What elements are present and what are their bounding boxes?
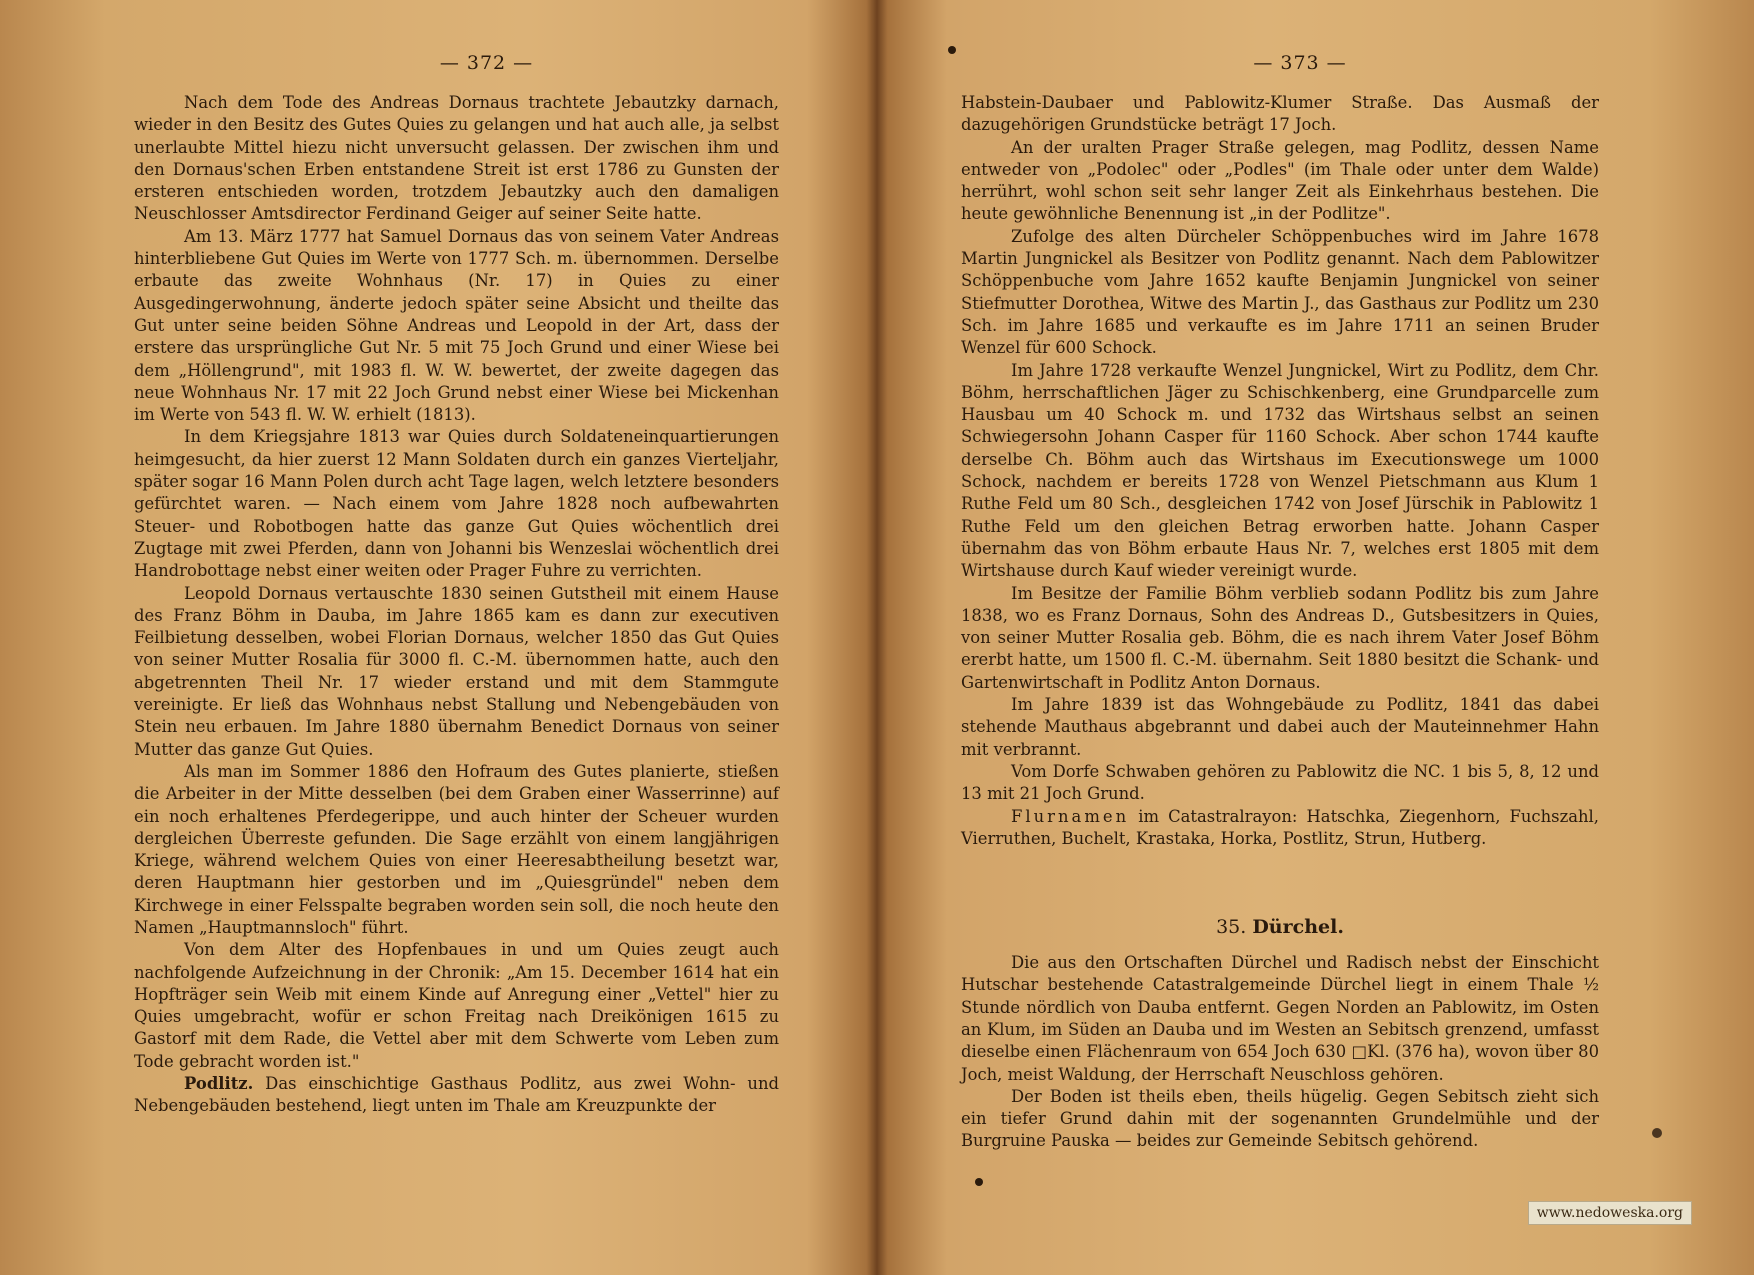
paragraph: Im Jahre 1839 ist das Wohngebäude zu Podlitz, 1841 das dabei stehende Mauthaus abgebrannt und dabei auch der Mauteinnehmer Hahn mit verbrannt. xyxy=(961,695,1599,759)
section-number: 35. xyxy=(1216,916,1247,939)
podlitz-text: Das einschichtige Gasthaus Podlitz, aus zwei Wohn- und Nebengebäuden bestehend, liegt unten im Thale am Kreuzpunkte der xyxy=(134,1074,779,1116)
paragraph: Von dem Alter des Hopfenbaues in und um Quies zeugt auch nachfolgende Aufzeichnung in der Chronik: „Am 15. December 1614 hat ein Hopfträger sein Weib mit einem Kinde auf Anregung einer „Vettel" hier zu Quies umgebracht, wofür er schon Freitag nach Dreikönigen 1615 zu Gastorf mit dem Rade, die Vettel aber mit dem Schwerte vom Leben zum Tode gebracht worden ist." xyxy=(134,940,779,1071)
section-name: Dürchel. xyxy=(1252,916,1344,939)
ink-spot xyxy=(948,46,956,54)
paragraph: Vom Dorfe Schwaben gehören zu Pablowitz die NC. 1 bis 5, 8, 12 und 13 mit 21 Joch Grund. xyxy=(961,761,1599,804)
flurnamen-heading: Flurnamen xyxy=(1011,806,1130,826)
paragraph: Zufolge des alten Dürcheler Schöppenbuches wird im Jahre 1678 Martin Jungnickel als Besitzer von Podlitz genannt. Nach dem Pablowitzer Schöppenbuche vom Jahre 1652 kaufte Benjamin Jungnickel von seiner Stiefmutter Dorothea, Witwe des Martin J., das Gasthaus zur Podlitz um 230 Sch. im Jahre 1685 und verkaufte es im Jahre 1711 an seinen Bruder Wenzel für 600 Schock. xyxy=(961,226,1599,358)
podlitz-paragraph xyxy=(134,1073,779,1118)
paragraph: Leopold Dornaus vertauschte 1830 seinen Gutstheil mit einem Hause des Franz Böhm in Dauba, im Jahre 1865 kam es dann zur executiven Feilbietung desselben, wobei Florian Dornaus, welcher 1850 das Gut Quies von seiner Mutter Rosalia für 3000 fl. C.-M. übernommen hatte, auch den abgetrennten Theil Nr. 17 wieder erstand und mit dem Stammgute vereinigte. Er ließ das Wohnhaus nebst Stallung und Nebengebäuden von Stein neu erbauen. Im Jahre 1880 übernahm Benedict Dornaus von seiner Mutter das ganze Gut Quies. xyxy=(134,583,779,759)
right-page xyxy=(877,0,1754,1275)
paragraph: In dem Kriegsjahre 1813 war Quies durch Soldateneinquartierungen heimgesucht, da hier zuerst 12 Mann Soldaten durch ein ganzes Vierteljahr, später sogar 16 Mann Polen durch acht Tage lagen, welch letztere besonders gefürchtet waren. — Nach einem vom Jahre 1828 noch aufbewahrten Steuer- und Robotbogen hatte das ganze Gut Quies wöchentlich drei Zugtage mit zwei Pferden, dann von Johanni bis Wenzeslai wöchentlich drei Handrobottage nebst einer weiten oder Prager Fuhre zu verrichten. xyxy=(134,427,779,581)
paragraph: Im Besitze der Familie Böhm verblieb sodann Podlitz bis zum Jahre 1838, wo es Franz Dornaus, Sohn des Andreas D., Gutsbesitzers in Quies, von seiner Mutter Rosalia geb. Böhm, die es nach ihrem Vater Josef Böhm ererbt hatte, um 1500 fl. C.-M. übernahm. Seit 1880 besitzt die Schank- und Gartenwirtschaft in Podlitz Anton Dornaus. xyxy=(961,583,1599,692)
paragraph: Am 13. März 1777 hat Samuel Dornaus das von seinem Vater Andreas hinterbliebene Gut Quies im Werte von 1777 Sch. m. übernommen. Derselbe erbaute das zweite Wohnhaus (Nr. 17) in Quies zu einer Ausgedingerwohnung, änderte jedoch später seine Absicht und theilte das Gut unter seine beiden Söhne Andreas und Leopold in der Art, dass der erstere das ursprüngliche Gut Nr. 5 mit 75 Joch Grund und einer Wiese bei dem „Höllengrund", mit 1983 fl. W. W. bewertet, der zweite dagegen das neue Wohnhaus Nr. 17 mit 22 Joch Grund nebst einer Wiese bei Mickenhan im Werte von 543 fl. W. W. erhielt (1813). xyxy=(134,226,779,425)
paragraph: Der Boden ist theils eben, theils hügelig. Gegen Sebitsch zieht sich ein tiefer Grund dahin mit der sogenannten Grundelmühle und der Burgruine Pauska — beides zur Gemeinde Sebitsch gehörend. xyxy=(961,1086,1599,1151)
watermark-label: www.nedoweska.org xyxy=(1528,1201,1692,1225)
paragraph-continuation: Habstein-Daubaer und Pablowitz-Klumer Straße. Das Ausmaß der dazugehörigen Grundstücke beträgt 17 Joch. xyxy=(961,93,1599,135)
paragraph: An der uralten Prager Straße gelegen, mag Podlitz, dessen Name entweder von „Podolec" oder „Podles" (im Thale oder unter dem Walde) herrührt, wohl schon seit sehr langer Zeit als Einkehrhaus bestehen. Die heute gewöhnliche Benennung ist „in der Podlitze". xyxy=(961,137,1599,224)
ink-spot xyxy=(1652,1128,1662,1138)
paragraph: Im Jahre 1728 verkaufte Wenzel Jungnickel, Wirt zu Podlitz, dem Chr. Böhm, herrschaftlichen Jäger zu Schischkenberg, eine Grundparcelle zum Hausbau um 40 Schock m. und 1732 das Wirtshaus selbst an seinen Schwiegersohn Johann Casper für 1160 Schock. Aber schon 1744 kaufte derselbe Ch. Böhm auch das Wirtshaus im Executionswege um 1000 Schock, nachdem er bereits 1728 von Wenzel Pietschmann aus Klum 1 Ruthe Feld um 80 Sch., desgleichen 1742 von Josef Jürschik in Pablowitz 1 Ruthe Feld um den gleichen Betrag erworben hatte. Johann Casper übernahm das von Böhm erbaute Haus Nr. 7, welches erst 1805 mit dem Wirtshause durch Kauf wieder vereinigt wurde. xyxy=(961,360,1599,581)
section-heading xyxy=(961,916,1599,938)
flurnamen-paragraph xyxy=(961,806,1599,851)
podlitz-heading: Podlitz. xyxy=(184,1074,254,1094)
page-number: — 372 — xyxy=(439,52,534,74)
flurnamen-text: im Catastralrayon: Hatschka, Ziegenhorn, Fuchszahl, Vierruthen, Buchelt, Krastaka, Horka, Postlitz, Strun, Hutberg. xyxy=(961,806,1599,848)
paragraph: Nach dem Tode des Andreas Dornaus trachtete Jebautzky darnach, wieder in den Besitz des Gutes Quies zu gelangen und hat auch alle, ja selbst unerlaubte Mittel hiezu nicht unversucht gelassen. Der zwischen ihm und den Dornaus'schen Erben entstandene Streit ist erst 1786 zu Gunsten der ersteren entschieden worden, trotzdem Jebautzky auch den damaligen Neuschlosser Amtsdirector Ferdinand Geiger auf seiner Seite hatte. xyxy=(134,93,779,224)
page-number: — 373 — xyxy=(1253,52,1347,74)
paragraph: Die aus den Ortschaften Dürchel und Radisch nebst der Einschicht Hutschar bestehende Catastralgemeinde Dürchel liegt in einem Thale ½ Stunde nördlich von Dauba entfernt. Gegen Norden an Pablowitz, im Osten an Klum, im Süden an Dauba und im Westen an Sebitsch grenzend, umfasst dieselbe einen Flächenraum von 654 Joch 630 □Kl. (376 ha), wovon über 80 Joch, meist Waldung, der Herrschaft Neuschloss gehören. xyxy=(961,953,1599,1084)
ink-spot xyxy=(975,1178,983,1186)
paragraph: Als man im Sommer 1886 den Hofraum des Gutes planierte, stießen die Arbeiter in der Mitte desselben (bei dem Graben einer Wasserrinne) auf ein noch erhaltenes Pferdegerippe, und auch hinter der Scheuer wurden dergleichen Überreste gefunden. Die Sage erzählt von einem langjährigen Kriege, während welchem Quies von einer Heeresabtheilung besetzt war, deren Hauptmann hier gestorben und im „Quiesgründel" neben dem Kirchwege in einer Felsspalte begraben worden sein soll, die noch heute den Namen „Hauptmannsloch" führt. xyxy=(134,761,779,937)
